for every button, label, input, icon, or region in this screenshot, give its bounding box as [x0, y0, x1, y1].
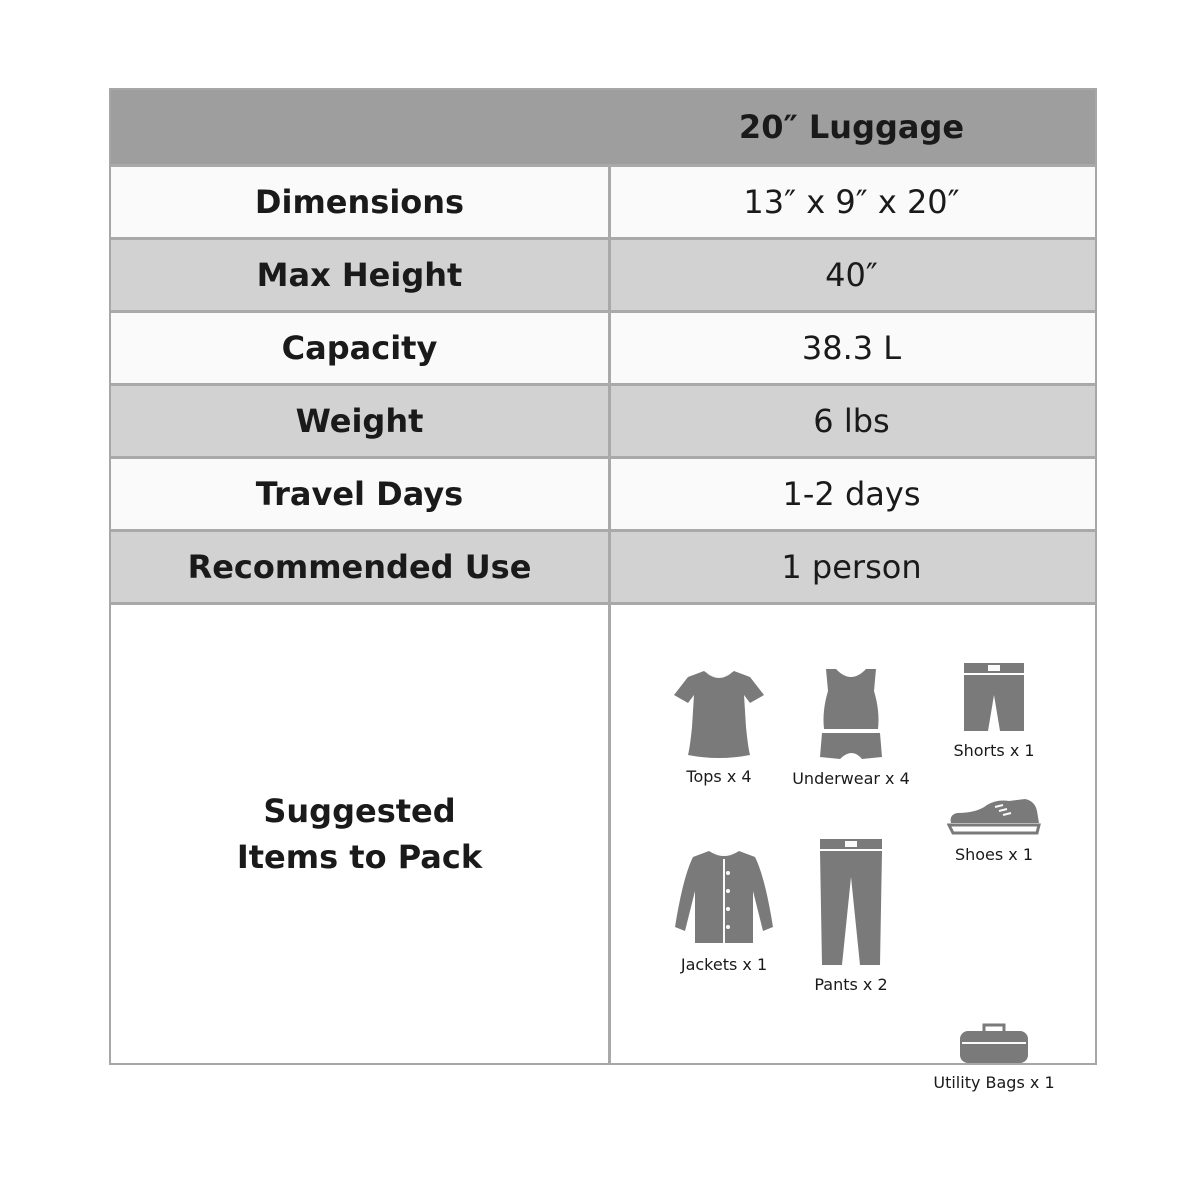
shorts-icon [962, 661, 1026, 733]
row-divider [111, 310, 1095, 313]
item-label: Underwear x 4 [792, 769, 910, 788]
suggested-label-line1: Suggested [263, 791, 456, 830]
header-label-cell [111, 90, 608, 164]
item-label: Utility Bags x 1 [933, 1073, 1055, 1092]
row-divider [111, 164, 1095, 167]
row-value: 1-2 days [782, 475, 921, 513]
row-value: 40″ [825, 256, 878, 294]
suggested-items-label [111, 604, 608, 1063]
table-row [111, 459, 1095, 529]
shoe-icon [947, 797, 1041, 837]
item-tops [669, 667, 769, 786]
item-shorts [939, 661, 1049, 760]
row-label: Recommended Use [187, 548, 532, 586]
item-label: Jackets x 1 [680, 955, 768, 974]
row-value: 13″ x 9″ x 20″ [743, 183, 960, 221]
item-utility-bags [929, 1021, 1059, 1092]
row-label: Weight [295, 402, 424, 440]
row-value: 6 lbs [813, 402, 890, 440]
table-row [111, 313, 1095, 383]
t-shirt-icon [672, 667, 766, 759]
underwear-icon [816, 667, 886, 761]
table-row [111, 386, 1095, 456]
item-shoes [939, 797, 1049, 864]
table-header-row [111, 90, 1095, 164]
item-pants [806, 837, 896, 994]
row-value: 1 person [781, 548, 922, 586]
row-divider [111, 237, 1095, 240]
item-jackets [669, 847, 779, 974]
row-label: Travel Days [255, 475, 464, 513]
item-label: Shorts x 1 [953, 741, 1035, 760]
item-underwear [791, 667, 911, 788]
jacket-icon [673, 847, 775, 947]
pants-icon [818, 837, 884, 967]
row-value: 38.3 L [801, 329, 902, 367]
table-row [111, 240, 1095, 310]
row-label: Capacity [281, 329, 438, 367]
item-label: Tops x 4 [686, 767, 752, 786]
row-divider [111, 456, 1095, 459]
row-divider [111, 383, 1095, 386]
row-label: Dimensions [254, 183, 465, 221]
header-title: 20″ Luggage [738, 108, 965, 146]
table-row [111, 167, 1095, 237]
suggested-label-line2: Items to Pack [236, 837, 483, 876]
utility-bag-icon [958, 1021, 1030, 1065]
suggested-items-panel [611, 607, 1095, 1092]
row-divider [111, 529, 1095, 532]
luggage-spec-table [109, 88, 1097, 1092]
item-label: Pants x 2 [814, 975, 888, 994]
item-label: Shoes x 1 [954, 845, 1034, 864]
table-row [111, 532, 1095, 602]
row-label: Max Height [256, 256, 463, 294]
